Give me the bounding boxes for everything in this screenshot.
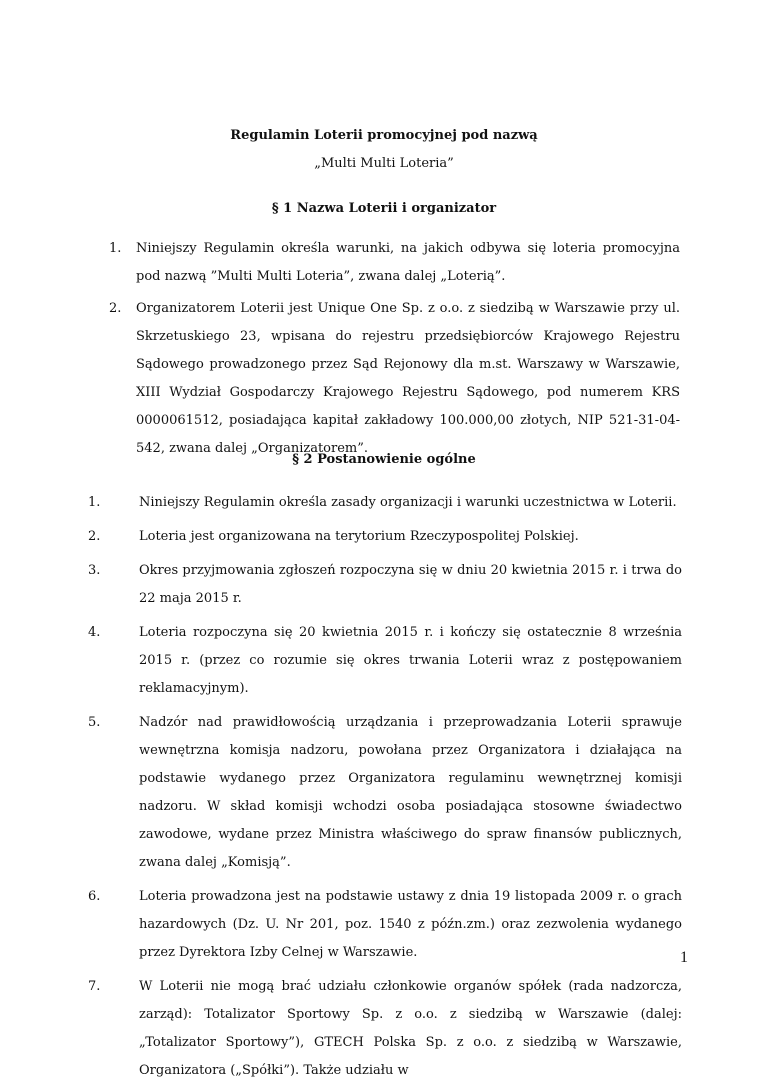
section-2-heading: § 2 Postanowienie ogólne bbox=[292, 452, 476, 467]
section-1-heading: § 1 Nazwa Loterii i organizator bbox=[271, 201, 497, 216]
section-2-list bbox=[88, 489, 682, 1091]
list-item-text: Okres przyjmowania zgłoszeń rozpoczyna się w dniu 20 kwietnia 2015 r. i trwa do 22 maja 2015 r. bbox=[139, 563, 682, 606]
list-item-number: 1. bbox=[109, 241, 122, 256]
list-item bbox=[88, 523, 682, 551]
document-subtitle: „Multi Multi Loteria” bbox=[314, 156, 454, 171]
list-item-number: 4. bbox=[88, 625, 101, 640]
list-item-text: Nadzór nad prawidłowością urządzania i przeprowadzania Loterii sprawuje wewnętrzna komisja nadzoru, powołana przez Organizatora i działająca na podstawie wydanego przez Organizatora regulaminu wewnętrznej komisji nadzoru. W skład komisji wchodzi osoba posiadająca stosowne świadectwo zawodowe, wydane przez Ministra właściwego do spraw finansów publicznych, zwana dalej „Komisją”. bbox=[139, 715, 682, 870]
list-item-number: 7. bbox=[88, 979, 101, 994]
document-title: Regulamin Loterii promocyjnej pod nazwą bbox=[230, 128, 538, 143]
list-item-number: 5. bbox=[88, 715, 101, 730]
list-item bbox=[88, 883, 682, 967]
list-item-number: 3. bbox=[88, 563, 101, 578]
list-item-text: Loteria jest organizowana na terytorium Rzeczypospolitej Polskiej. bbox=[139, 529, 579, 544]
list-item-text: Loteria rozpoczyna się 20 kwietnia 2015 r. i kończy się ostatecznie 8 września 2015 r. (przez co rozumie się okres trwania Loterii wraz z postępowaniem reklamacyjnym). bbox=[139, 625, 682, 696]
list-item bbox=[109, 295, 680, 463]
list-item bbox=[88, 557, 682, 613]
page-number: 1 bbox=[680, 949, 688, 966]
list-item-number: 2. bbox=[109, 301, 122, 316]
list-item-text: W Loterii nie mogą brać udziału członkowie organów spółek (rada nadzorcza, zarząd): Totalizator Sportowy Sp. z o.o. z siedzibą w Warszawie (dalej: „Totalizator Sportowy”), GTECH Polska Sp. z o.o. z siedzibą w Warszawie, Organizatora („Spółki”). Także udziału w bbox=[139, 979, 682, 1078]
list-item-text: Loteria prowadzona jest na podstawie ustawy z dnia 19 listopada 2009 r. o grach hazardowych (Dz. U. Nr 201, poz. 1540 z późn.zm.) oraz zezwolenia wydanego przez Dyrektora Izby Celnej w Warszawie. bbox=[139, 889, 682, 960]
list-item-number: 2. bbox=[88, 529, 101, 544]
list-item bbox=[88, 489, 682, 517]
list-item-number: 1. bbox=[88, 495, 101, 510]
list-item-number: 6. bbox=[88, 889, 101, 904]
list-item bbox=[109, 235, 680, 291]
list-item bbox=[88, 709, 682, 877]
list-item bbox=[88, 973, 682, 1085]
list-item-text: Niniejszy Regulamin określa zasady organizacji i warunki uczestnictwa w Loterii. bbox=[139, 495, 677, 510]
list-item bbox=[88, 619, 682, 703]
list-item-text: Niniejszy Regulamin określa warunki, na jakich odbywa się loteria promocyjna pod nazwą ”Multi Multi Loteria”, zwana dalej „Loterią”. bbox=[136, 241, 680, 284]
list-item-text: Organizatorem Loterii jest Unique One Sp. z o.o. z siedzibą w Warszawie przy ul. Skrzetuskiego 23, wpisana do rejestru przedsiębiorców Krajowego Rejestru Sądowego prowadzonego przez Sąd Rejonowy dla m.st. Warszawy w Warszawie, XIII Wydział Gospodarczy Krajowego Rejestru Sądowego, pod numerem KRS 0000061512, posiadająca kapitał zakładowy 100.000,00 złotych, NIP 521-31-04-542, zwana dalej „Organizatorem”. bbox=[136, 301, 680, 456]
section-1-list bbox=[109, 235, 680, 467]
